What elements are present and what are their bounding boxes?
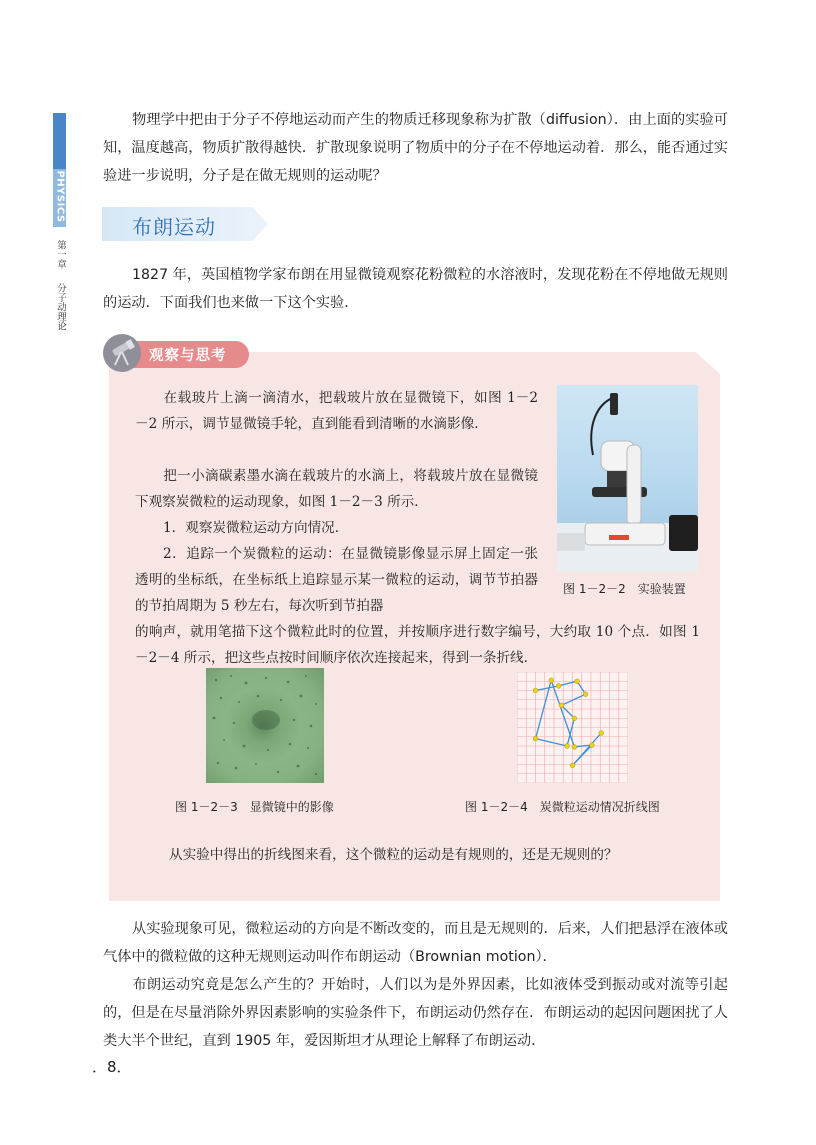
- chapter-number: 第一章: [55, 240, 66, 269]
- trace-point: [599, 731, 604, 736]
- after-paragraph-1: 从实验现象可见，微粒运动的方向是不断改变的，而且是无规则的．后来，人们把悬浮在液体或气体中的微粒做的这种无规则运动叫作布朗运动（Brownian motion）．: [103, 921, 728, 965]
- figure-caption-setup: 图 1－2－2 实验装置: [563, 582, 686, 596]
- box-paragraph-2: 把一小滴碳素墨水滴在载玻片的水滴上，将载玻片放在显微镜下观察炭微粒的运动现象，如图 1－2－3 所示．: [135, 468, 538, 510]
- trace-point: [575, 679, 580, 684]
- observe-box-header: [103, 334, 253, 370]
- trace-point: [590, 743, 595, 748]
- trace-point: [565, 744, 570, 749]
- page-number: ．8．: [92, 1058, 132, 1076]
- side-tab-subject: [53, 169, 66, 227]
- intro-paragraph: 物理学中把由于分子不停地运动而产生的物质迁移现象称为扩散（diffusion）．由上面的实验可知，温度越高，物质扩散得越快．扩散现象说明了物质中的分子在不停地运动着．那么，能否通过实验进一步说明，分子是在做无规则的运动呢？: [103, 112, 728, 184]
- box-paragraph-4: 2．追踪一个炭微粒的运动：在显微镜影像显示屏上固定一张透明的坐标纸，在坐标纸上追踪显示某一微粒的运动，调节节拍器的节拍周期为 5 秒左右，每次听到节拍器: [135, 546, 538, 614]
- box-question: 从实验中得出的折线图来看，这个微粒的运动是有规则的，还是无规则的？: [169, 847, 618, 863]
- box-paragraph-4-continued: 的响声，就用笔描下这个微粒此时的位置，并按顺序进行数字编号，大约取 10 个点．如图 1－2－4 所示，把这些点按时间顺序依次连接起来，得到一条折线．: [135, 624, 700, 666]
- trace-grid: [517, 672, 628, 783]
- microscope-view-photo: [206, 668, 324, 783]
- observe-box-title: 观察与思考: [149, 348, 227, 364]
- trace-point: [556, 684, 561, 689]
- trace-grid-figure: [517, 672, 628, 783]
- after-paragraph-2: 布朗运动究竟是怎么产生的？开始时，人们以为是外界因素，比如液体受到振动或对流等引起的，但是在尽量消除外界因素影响的实验条件下，布朗运动仍然存在．布朗运动的起因问题困扰了人类大半个世纪，直到 1905 年，爱因斯坦才从理论上解释了布朗运动．: [103, 977, 728, 1049]
- box-paragraph-3: 1．观察炭微粒运动方向情况．: [163, 520, 349, 536]
- section-paragraph: 1827 年，英国植物学家布朗在用显微镜观察花粉微粒的水溶液时，发现花粉在不停地做无规则的运动．下面我们也来做一下这个实验．: [103, 267, 728, 311]
- box-paragraph-1: 在载玻片上滴一滴清水，把载玻片放在显微镜下，如图 1－2－2 所示，调节显微镜手轮，直到能看到清晰的水滴影像．: [135, 390, 538, 432]
- trace-point: [583, 692, 588, 697]
- trace-point: [570, 763, 575, 768]
- figure-caption-trace: 图 1－2－4 炭微粒运动情况折线图: [465, 800, 660, 814]
- subject-label: PHYSICS: [54, 170, 66, 223]
- trace-point: [533, 736, 538, 741]
- section-title: 布朗运动: [132, 215, 216, 239]
- trace-point: [559, 703, 564, 708]
- side-chapter: [52, 240, 68, 330]
- telescope-icon: [103, 334, 141, 372]
- trace-point: [572, 716, 577, 721]
- figure-caption-view: 图 1－2－3 显微镜中的影像: [175, 800, 334, 814]
- chapter-title: 分子动理论: [55, 282, 66, 330]
- microscope-photo: [557, 385, 698, 572]
- trace-point: [572, 745, 577, 750]
- trace-point: [549, 678, 554, 683]
- section-header: [102, 207, 272, 241]
- trace-point: [533, 688, 538, 693]
- side-tab-bar: [53, 113, 66, 169]
